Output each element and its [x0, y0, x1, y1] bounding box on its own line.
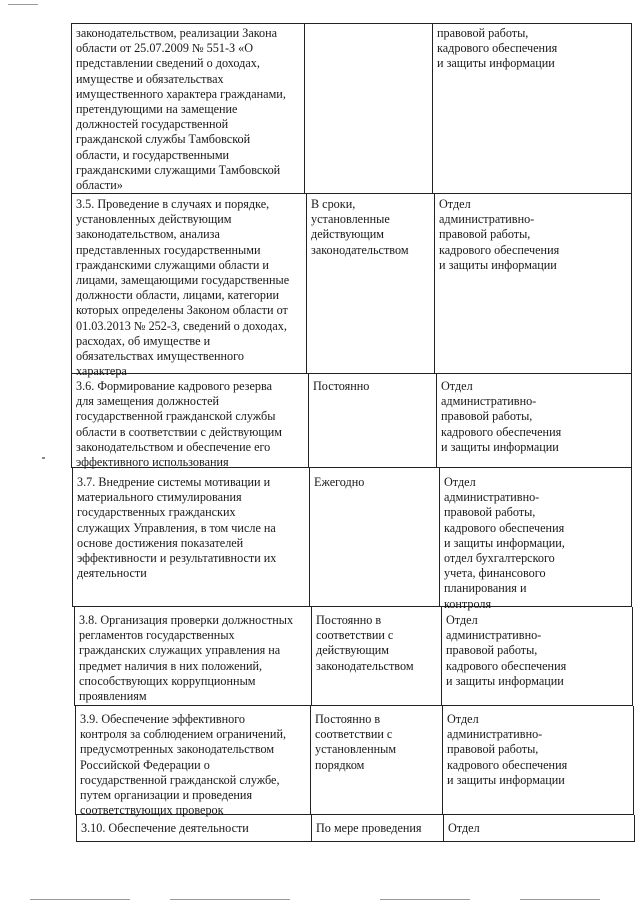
row-3-6-measure: 3.6. Формирование кадрового резерва для замещения должностей государственной гражданской службы области в соответствии с действующим законодательством и обеспечение его эффективного использования: [76, 379, 282, 470]
row-3-7-measure: 3.7. Внедрение системы мотивации и материального стимулирования государственных гражданских служащих Управления, в том числе на основе достижения показателей эффективности и результативности их деятельности: [77, 475, 277, 581]
table-row: [75, 706, 634, 818]
row-3-6-deadline: Постоянно: [313, 379, 370, 393]
row-3-8-deadline: Постоянно в соответствии с действующим законодательством: [316, 613, 414, 673]
row-3-9-measure: 3.9. Обеспечение эффективного контроля за соблюдением ограничений, предусмотренных законодательством Российской Федерации о государственной гражданской службе, путем организации и проведения соответствующих проверок: [80, 712, 287, 818]
row-3-10-responsible: Отдел: [448, 821, 480, 835]
row-0-deadline: [305, 23, 432, 26]
scan-artifact-bottom-2: [170, 899, 290, 900]
row-3-5-responsible: Отдел административно- правовой работы, кадрового обеспечения и защиты информации: [439, 197, 560, 272]
row-0-measure: законодательством, реализации Закона области от 25.07.2009 № 551-З «О представлении сведений о доходах, имуществе и обязательствах имущественного характера гражданами, претендующими на замещение должностей государственной гражданской службы Тамбовской области, и государственными гражданскими служащими Тамбовской области»: [76, 26, 286, 193]
row-3-9-deadline: Постоянно в соответствии с установленным порядком: [315, 712, 397, 772]
table-row: [72, 468, 632, 611]
row-3-6-responsible: Отдел административно- правовой работы, кадрового обеспечения и защиты информации: [441, 379, 562, 454]
table-row: [74, 607, 633, 706]
row-3-9-responsible: Отдел административно- правовой работы, кадрового обеспечения и защиты информации: [447, 712, 568, 787]
scan-artifact-bottom-1: [30, 899, 130, 900]
table-row: [71, 23, 632, 194]
table-row: [76, 815, 635, 842]
row-0-responsible: правовой работы, кадрового обеспечения и защиты информации: [437, 26, 558, 71]
scan-artifact-bottom-3: [380, 899, 470, 900]
scan-artifact-dot: [42, 457, 45, 459]
scan-artifact-top: [8, 4, 38, 5]
row-3-5-measure: 3.5. Проведение в случаях и порядке, установленных действующим законодательством, анализа представленных государственными гражданскими служащими области и лицами, замещающими государственные должности области, лицами, категории которых определены Законом области от 01.03.2013 № 252-З, сведений о доходах, расходах, об имуществе и обязательствах имущественного характера: [76, 197, 290, 379]
row-3-7-responsible: Отдел административно- правовой работы, кадрового обеспечения и защиты информации, отдел бухгалтерского учета, финансового планирования и контроля: [444, 475, 565, 611]
row-3-5-deadline: В сроки, установленные действующим законодательством: [311, 197, 409, 257]
row-3-10-measure: 3.10. Обеспечение деятельности: [81, 821, 249, 835]
row-3-7-deadline: Ежегодно: [314, 475, 365, 489]
row-3-8-responsible: Отдел административно- правовой работы, кадрового обеспечения и защиты информации: [446, 613, 567, 688]
row-3-8-measure: 3.8. Организация проверки должностных регламентов государственных гражданских служащих управления на предмет наличия в них положений, способствующих коррупционным проявлениям: [79, 613, 294, 704]
table-row: [71, 194, 632, 379]
table-row: [71, 374, 632, 468]
scan-artifact-bottom-4: [520, 899, 600, 900]
row-3-10-deadline: По мере проведения: [316, 821, 422, 835]
